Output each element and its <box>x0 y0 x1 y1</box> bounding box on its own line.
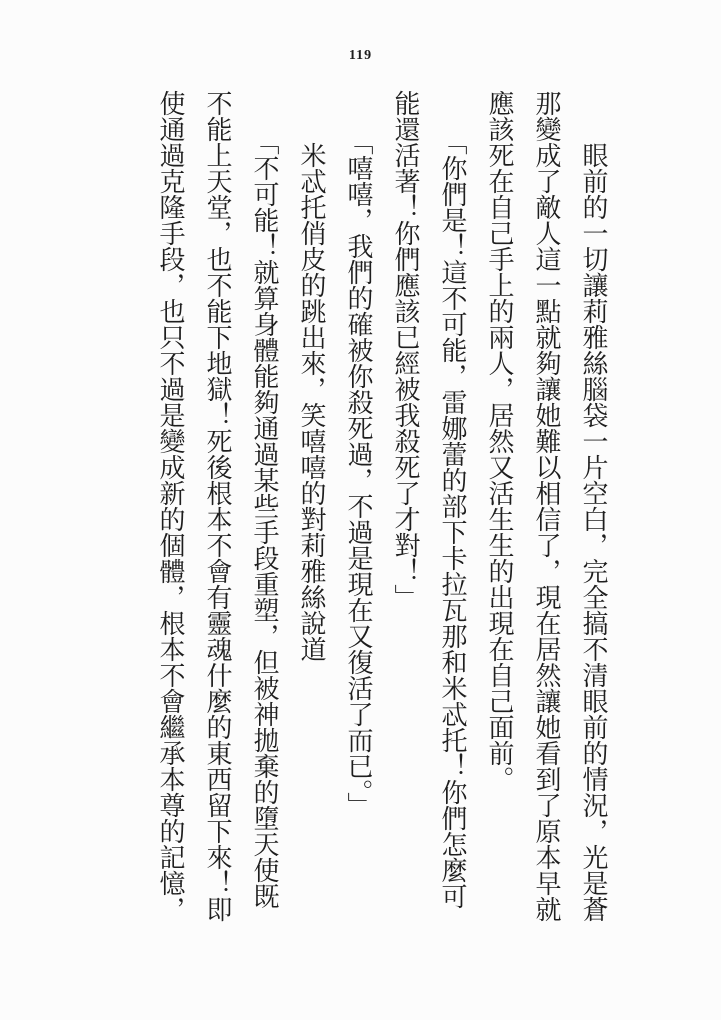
paragraph <box>335 90 382 928</box>
text-column: 應該死在自己手上的兩人，居然又活生生的出現在自己面前。 <box>485 90 514 792</box>
paragraph <box>476 90 617 928</box>
paragraph <box>382 90 476 928</box>
text-column: 米忒托俏皮的跳出來，笑嘻嘻的對莉雅絲說道 <box>297 90 326 662</box>
text-column: 那變成了敵人這一點就夠讓她難以相信了，現在居然讓她看到了原本早就 <box>532 90 561 922</box>
text-column: 使通過克隆手段，也只不過是變成新的個體，根本不會繼承本尊的記憶， <box>156 90 185 922</box>
paragraph <box>288 90 335 928</box>
text-body <box>147 90 617 928</box>
page-number: 119 <box>348 48 373 63</box>
text-column: 「你們是！這不可能，雷娜蕾的部下卡拉瓦那和米忒托！你們怎麼可 <box>438 90 467 909</box>
text-column: 眼前的一切讓莉雅絲腦袋一片空白，完全搞不清眼前的情況，光是蒼 <box>579 90 608 922</box>
text-column: 能還活著！你們應該已經被我殺死了才對！」 <box>391 90 420 610</box>
text-column: 「嘻嘻，我們的確被你殺死過，不過是現在又復活了而已。」 <box>344 90 373 818</box>
paragraph <box>147 90 288 928</box>
text-column: 不能上天堂，也不能下地獄！死後根本不會有靈魂什麼的東西留下來！即 <box>203 90 232 922</box>
text-column: 「不可能！就算身體能夠通過某些手段重塑，但被神拋棄的墮天使既 <box>250 90 279 909</box>
